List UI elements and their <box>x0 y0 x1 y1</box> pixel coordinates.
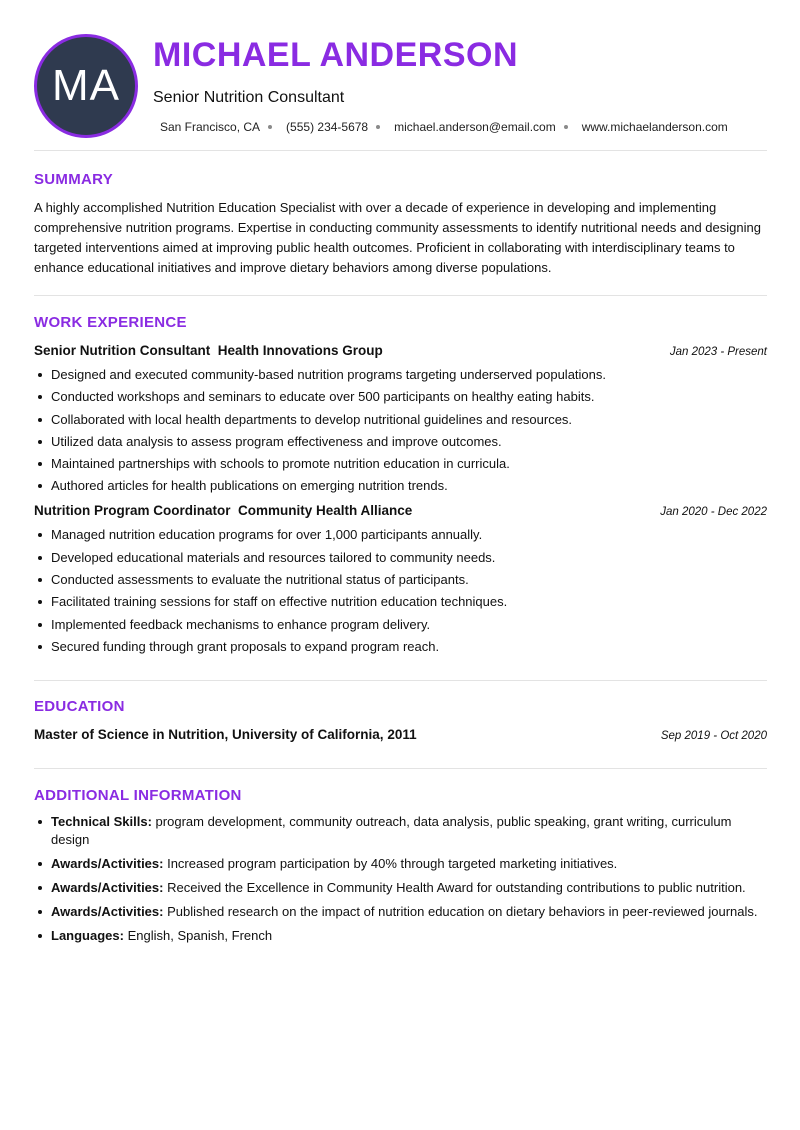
job-dates: Jan 2020 - Dec 2022 <box>660 506 767 519</box>
item-label: Awards/Activities: <box>51 904 164 920</box>
avatar <box>34 34 138 138</box>
job-title: Nutrition Program Coordinator <box>34 503 231 519</box>
candidate-name: MICHAEL ANDERSON <box>153 36 519 74</box>
item-text: Increased program participation by 40% through targeted marketing initiatives. <box>167 856 618 872</box>
education-degree: Master of Science in Nutrition, University of California, 2011 <box>34 727 417 743</box>
list-item <box>34 879 767 897</box>
contact-phone[interactable]: (555) 234-5678 <box>286 120 369 134</box>
list-item <box>34 455 767 473</box>
item-text: program development, community outreach, data analysis, public speaking, grant writing, curriculum design <box>51 814 732 848</box>
bullet-icon <box>38 418 42 422</box>
additional-list <box>34 813 767 945</box>
job-dates: Jan 2023 - Present <box>669 346 767 358</box>
list-item <box>34 388 767 406</box>
job-company: Community Health Alliance <box>238 503 413 519</box>
list-item <box>34 855 767 873</box>
separator-dot <box>268 125 272 129</box>
summary-heading: SUMMARY <box>34 171 114 188</box>
bullet-icon <box>38 556 42 560</box>
list-item <box>34 903 767 921</box>
item-label: Awards/Activities: <box>51 856 164 872</box>
bullet-text: Conducted workshops and seminars to educate over 500 participants on healthy eating habits. <box>51 389 595 405</box>
bullet-text: Utilized data analysis to assess program effectiveness and improve outcomes. <box>51 433 502 449</box>
experience-heading: WORK EXPERIENCE <box>34 314 187 331</box>
candidate-title: Senior Nutrition Consultant <box>153 89 345 106</box>
bullet-icon <box>38 395 42 399</box>
bullet-icon <box>38 820 42 824</box>
bullet-icon <box>38 578 42 582</box>
job-bullets <box>34 366 767 495</box>
bullet-text: Managed nutrition education programs for over 1,000 participants annually. <box>51 527 483 543</box>
bullet-text: Conducted assessments to evaluate the nutritional status of participants. <box>51 572 469 588</box>
item-label: Languages: <box>51 928 124 944</box>
job-entry <box>34 343 767 495</box>
contact-email[interactable]: michael.anderson@email.com <box>394 120 556 134</box>
experience-section <box>34 296 767 681</box>
job-header <box>34 343 767 358</box>
job-bullets <box>34 526 767 655</box>
additional-section <box>34 769 767 945</box>
job-title-company <box>34 343 383 358</box>
list-item <box>34 616 767 634</box>
bullet-icon <box>38 645 42 649</box>
bullet-icon <box>38 934 42 938</box>
list-item <box>34 927 767 945</box>
separator-dot <box>376 125 380 129</box>
bullet-text: Maintained partnerships with schools to promote nutrition education in curricula. <box>51 456 510 472</box>
bullet-text: Implemented feedback mechanisms to enhance program delivery. <box>51 616 431 632</box>
list-item <box>34 638 767 656</box>
bullet-icon <box>38 600 42 604</box>
avatar-initials: MA <box>52 61 120 110</box>
bullet-icon <box>38 886 42 890</box>
job-entry <box>34 503 767 655</box>
item-text: Received the Excellence in Community Health Award for outstanding contributions to public nutrition. <box>167 880 746 896</box>
bullet-icon <box>38 533 42 537</box>
list-item <box>34 593 767 611</box>
bullet-text: Collaborated with local health departments to develop nutritional guidelines and resources. <box>51 411 573 427</box>
additional-heading: ADDITIONAL INFORMATION <box>34 787 242 805</box>
list-item <box>34 813 767 849</box>
list-item <box>34 549 767 567</box>
contact-bar <box>160 120 728 134</box>
bullet-icon <box>38 462 42 466</box>
list-item <box>34 477 767 495</box>
resume-page <box>34 0 767 951</box>
bullet-icon <box>38 484 42 488</box>
separator-dot <box>564 125 568 129</box>
education-dates: Sep 2019 - Oct 2020 <box>660 730 767 743</box>
contact-website[interactable]: www.michaelanderson.com <box>581 120 728 134</box>
contact-location: San Francisco, CA <box>160 120 261 134</box>
list-item <box>34 433 767 451</box>
job-title-company <box>34 503 412 518</box>
resume-header <box>34 0 767 151</box>
summary-text: A highly accomplished Nutrition Education Specialist with over a decade of experience in developing and implementing comprehensive nutrition programs. Expertise in conducting community assessments to identify nutritional needs and designing targeted interventions aimed at improving public health outcomes. Proficient in collaborating with interdisciplinary teams to enhance educational initiatives and improve dietary behaviors among diverse populations. <box>34 200 761 275</box>
list-item <box>34 366 767 384</box>
bullet-icon <box>38 373 42 377</box>
item-text: Published research on the impact of nutrition education on dietary behaviors in peer-reviewed journals. <box>167 904 758 920</box>
job-header <box>34 503 767 518</box>
bullet-icon <box>38 910 42 914</box>
job-company: Health Innovations Group <box>217 343 383 358</box>
education-heading: EDUCATION <box>34 698 125 716</box>
bullet-text: Designed and executed community-based nutrition programs targeting underserved populations. <box>51 367 606 382</box>
job-title: Senior Nutrition Consultant <box>34 343 211 358</box>
list-item <box>34 411 767 429</box>
item-label: Awards/Activities: <box>51 880 164 896</box>
bullet-icon <box>38 862 42 866</box>
bullet-icon <box>38 440 42 444</box>
list-item <box>34 526 767 544</box>
list-item <box>34 571 767 589</box>
bullet-text: Developed educational materials and resources tailored to community needs. <box>51 549 496 565</box>
bullet-text: Facilitated training sessions for staff on effective nutrition education techniques. <box>51 594 508 610</box>
bullet-icon <box>38 623 42 627</box>
education-entry <box>34 727 767 742</box>
bullet-text: Authored articles for health publications on emerging nutrition trends. <box>51 478 448 494</box>
summary-section <box>34 151 767 296</box>
item-label: Technical Skills: <box>51 814 152 830</box>
item-text: English, Spanish, French <box>127 928 273 944</box>
education-section <box>34 681 767 769</box>
bullet-text: Secured funding through grant proposals to expand program reach. <box>51 638 440 654</box>
